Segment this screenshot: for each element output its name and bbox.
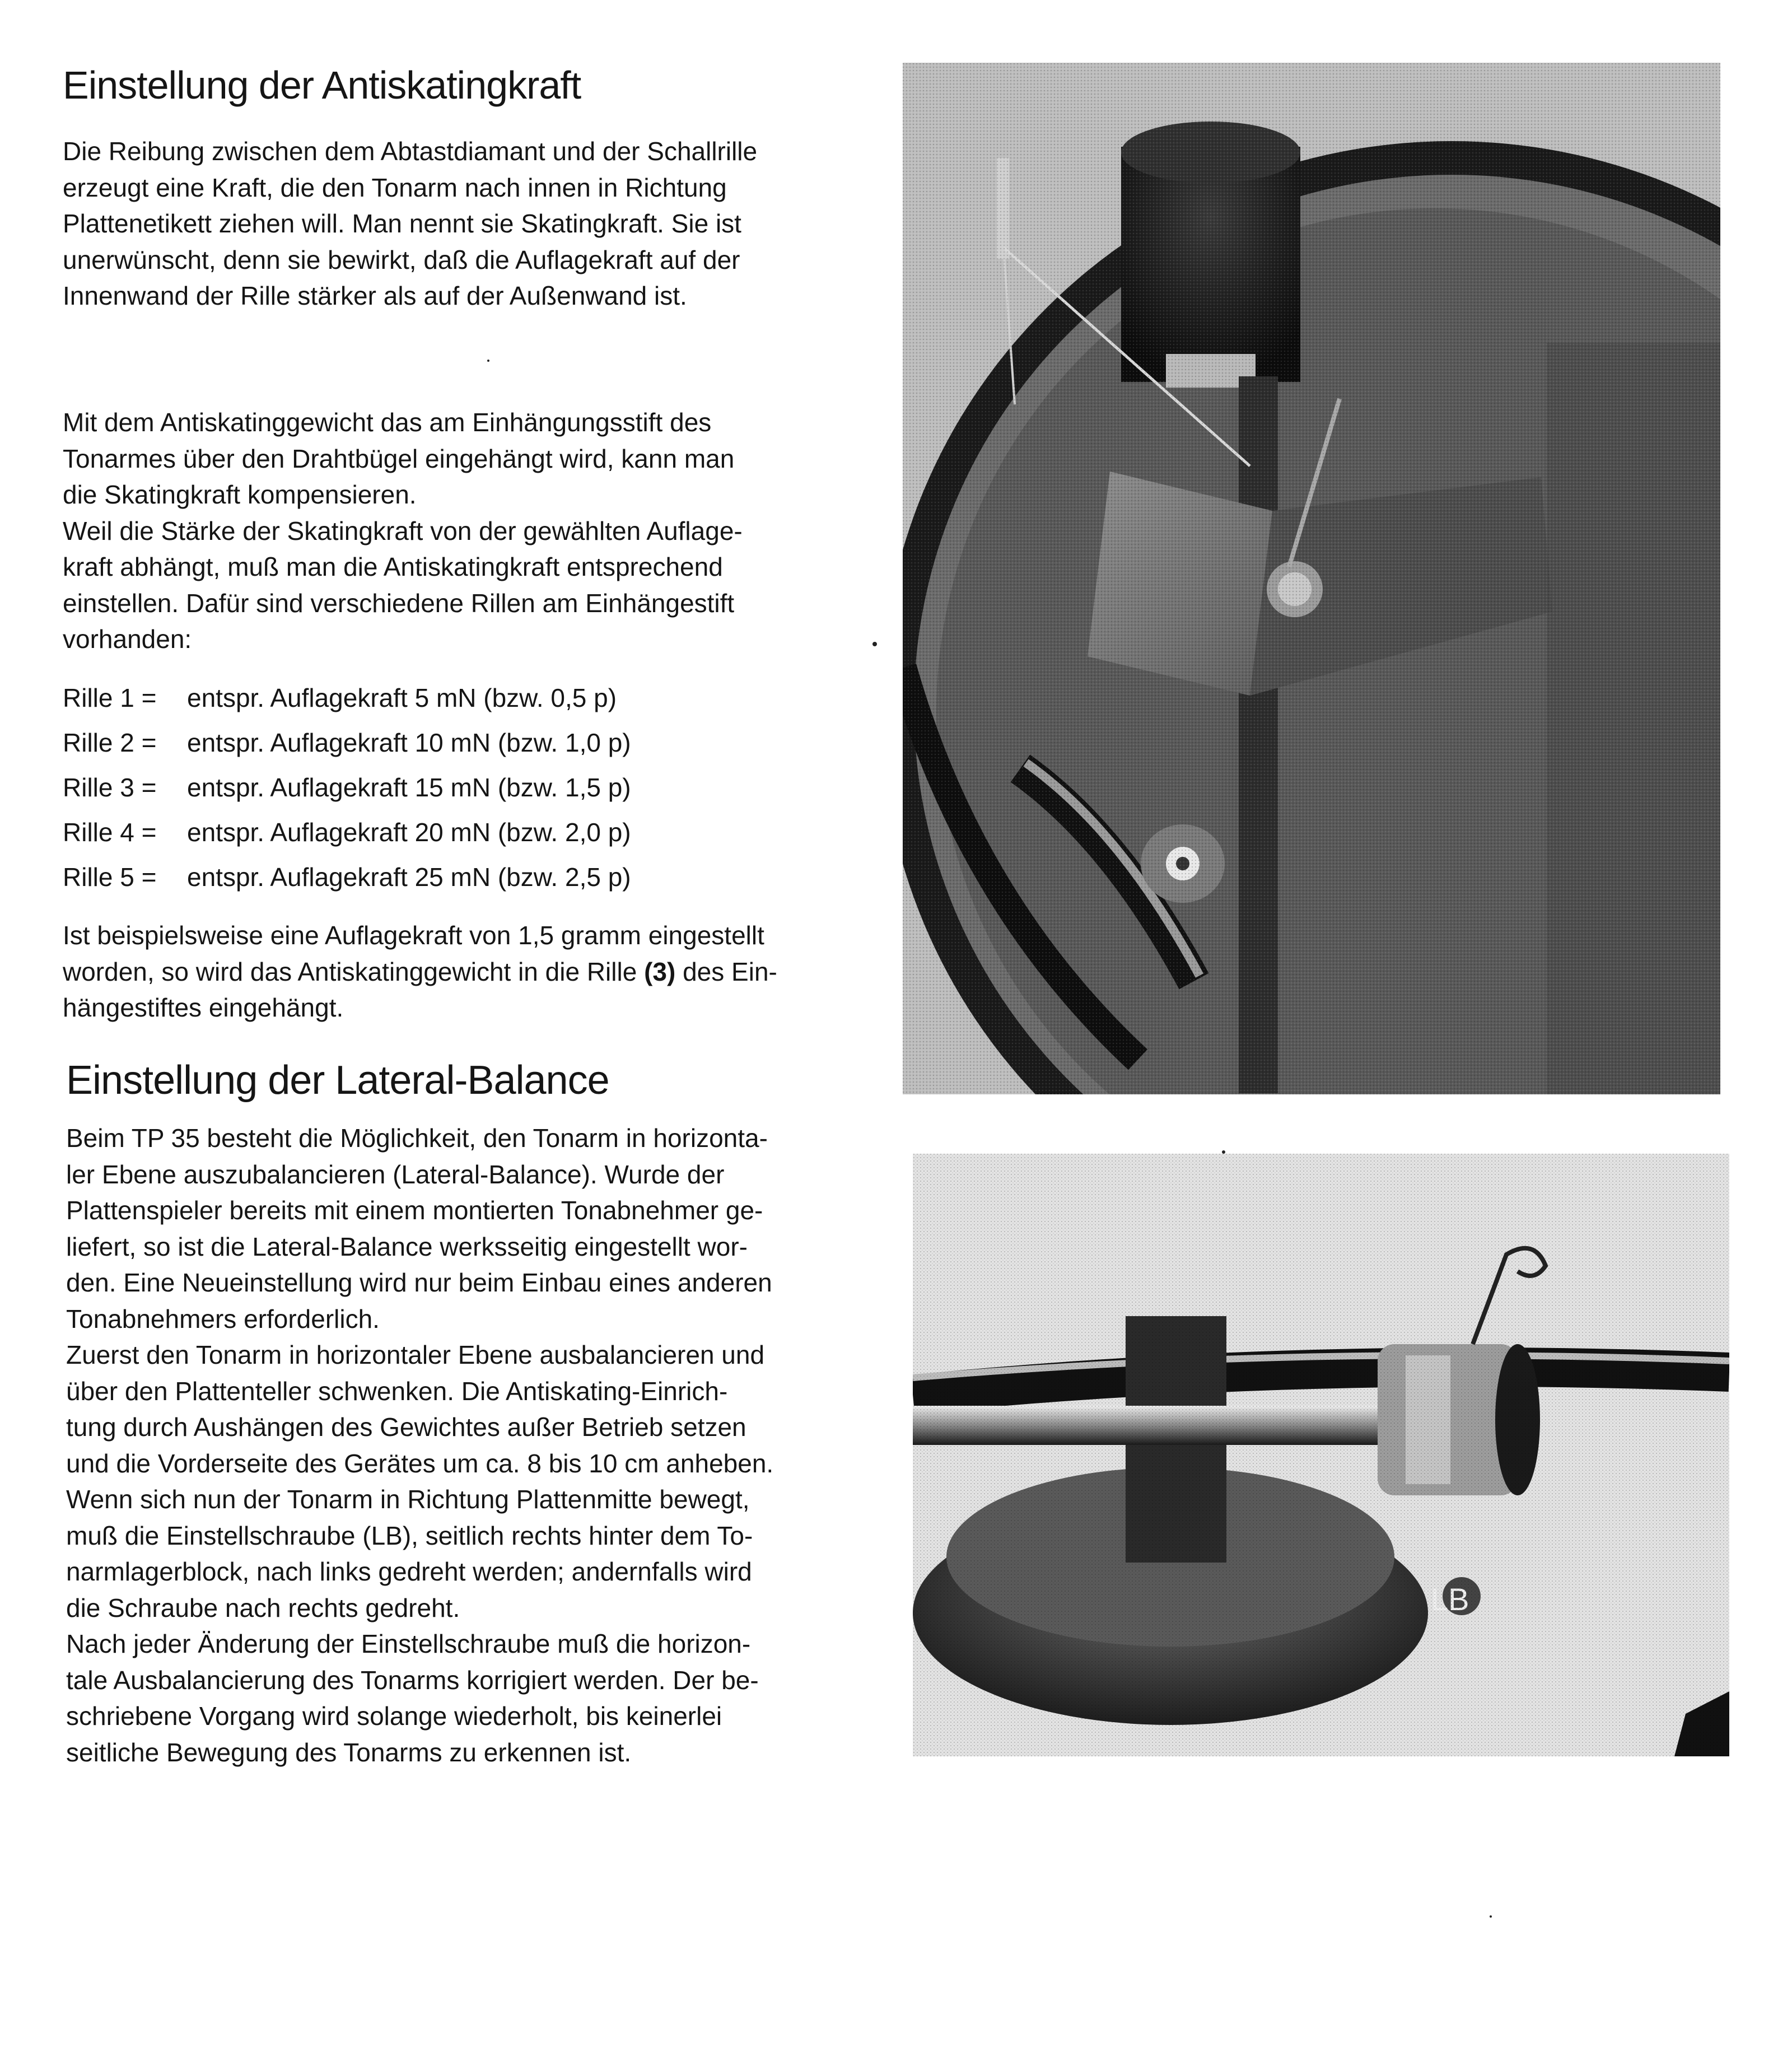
lateral-balance-photo [913, 1154, 1729, 1756]
text-line: Plattenetikett ziehen will. Man nennt sie Skatingkraft. Sie ist [63, 209, 741, 238]
groove-row [63, 855, 847, 899]
antiskating-example-paragraph [63, 917, 842, 1026]
groove-row [63, 720, 847, 765]
text-line: die Skatingkraft kompensieren. [63, 480, 417, 509]
groove-list [63, 675, 847, 899]
section-heading-antiskating: Einstellung der Antiskatingkraft [63, 63, 581, 107]
groove-description: entspr. Auflagekraft 5 mN (bzw. 0,5 p) [187, 683, 617, 712]
groove-reference-bold: (3) [644, 957, 676, 986]
text-line: den. Eine Neueinstellung wird nur beim Einbau eines anderen [66, 1268, 772, 1297]
antiskating-photo-illustration [903, 63, 1720, 1094]
text-line: einstellen. Dafür sind verschiedene Rillen am Einhängestift [63, 588, 735, 618]
text-line: schriebene Vorgang wird solange wiederholt, bis keinerlei [66, 1701, 722, 1731]
groove-label: Rille 3 = [63, 773, 157, 802]
text-line: tung durch Aushängen des Gewichtes außer Betrieb setzen [66, 1412, 746, 1442]
text-line: liefert, so ist die Lateral-Balance werksseitig eingestellt wor- [66, 1232, 748, 1261]
groove-label: Rille 2 = [63, 728, 157, 757]
text-line: kraft abhängt, muß man die Antiskatingkraft entsprechend [63, 552, 723, 581]
text-line: Weil die Stärke der Skatingkraft von der gewählten Auflage- [63, 516, 743, 545]
lateral-balance-paragraph [66, 1120, 841, 1770]
text-fragment: worden, so wird das Antiskatinggewicht in die Rille [63, 957, 645, 986]
text-line: erzeugt eine Kraft, die den Tonarm nach innen in Richtung [63, 172, 727, 202]
text-line: Mit dem Antiskatinggewicht das am Einhängungsstift des [63, 408, 712, 437]
groove-label: Rille 4 = [63, 818, 157, 847]
groove-row [63, 810, 847, 855]
text-line [63, 954, 842, 990]
text-line: die Schraube nach rechts gedreht. [66, 1593, 460, 1622]
text-line: seitliche Bewegung des Tonarms zu erkennen ist. [66, 1737, 632, 1767]
groove-row [63, 765, 847, 810]
text-line: Zuerst den Tonarm in horizontaler Ebene ausbalancieren und [66, 1340, 765, 1369]
groove-description: entspr. Auflagekraft 20 mN (bzw. 2,0 p) [187, 818, 631, 847]
text-line: muß die Einstellschraube (LB), seitlich rechts hinter dem To- [66, 1521, 753, 1550]
scan-speck [872, 642, 877, 646]
text-line: Tonarmes über den Drahtbügel eingehängt wird, kann man [63, 444, 735, 473]
scan-speck [1222, 1150, 1225, 1154]
text-line: Wenn sich nun der Tonarm in Richtung Plattenmitte bewegt, [66, 1485, 750, 1514]
groove-description: entspr. Auflagekraft 10 mN (bzw. 1,0 p) [187, 728, 631, 757]
groove-description: entspr. Auflagekraft 15 mN (bzw. 1,5 p) [187, 773, 631, 802]
text-line: Nach jeder Änderung der Einstellschraube muß die horizon- [66, 1629, 751, 1658]
section-heading-lateral-balance: Einstellung der Lateral-Balance [66, 1058, 609, 1103]
text-fragment: des Ein- [675, 957, 777, 986]
text-line: ler Ebene auszubalancieren (Lateral-Balance). Wurde der [66, 1159, 725, 1189]
text-line: tale Ausbalancierung des Tonarms korrigiert werden. Der be- [66, 1665, 759, 1695]
lateral-balance-photo-illustration [913, 1154, 1729, 1756]
text-line: und die Vorderseite des Gerätes um ca. 8 bis 10 cm anheben. [66, 1448, 774, 1478]
text-line: über den Plattenteller schwenken. Die Antiskating-Einrich- [66, 1376, 728, 1406]
scan-speck [487, 360, 489, 362]
antiskating-intro-paragraph [63, 133, 841, 314]
scan-speck [1490, 1915, 1492, 1918]
text-line: Die Reibung zwischen dem Abtastdiamant und der Schallrille [63, 137, 758, 166]
text-line: vorhanden: [63, 624, 192, 654]
groove-label: Rille 1 = [63, 683, 157, 712]
text-line: Plattenspieler bereits mit einem montierten Tonabnehmer ge- [66, 1196, 763, 1225]
text-line: Beim TP 35 besteht die Möglichkeit, den Tonarm in horizonta- [66, 1123, 768, 1153]
groove-label: Rille 5 = [63, 862, 157, 892]
text-line: unerwünscht, denn sie bewirkt, daß die Auflagekraft auf der [63, 245, 740, 274]
text-line: Ist beispielsweise eine Auflagekraft von 1,5 gramm eingestellt [63, 921, 764, 950]
text-line: hängestiftes eingehängt. [63, 993, 344, 1022]
groove-description: entspr. Auflagekraft 25 mN (bzw. 2,5 p) [187, 862, 631, 892]
antiskating-body-paragraph [63, 404, 841, 658]
text-line: Innenwand der Rille stärker als auf der Außenwand ist. [63, 281, 687, 310]
groove-row [63, 675, 847, 720]
antiskating-photo [903, 63, 1720, 1094]
text-line: Tonabnehmers erforderlich. [66, 1304, 380, 1333]
text-line: narmlagerblock, nach links gedreht werden; andernfalls wird [66, 1557, 752, 1586]
